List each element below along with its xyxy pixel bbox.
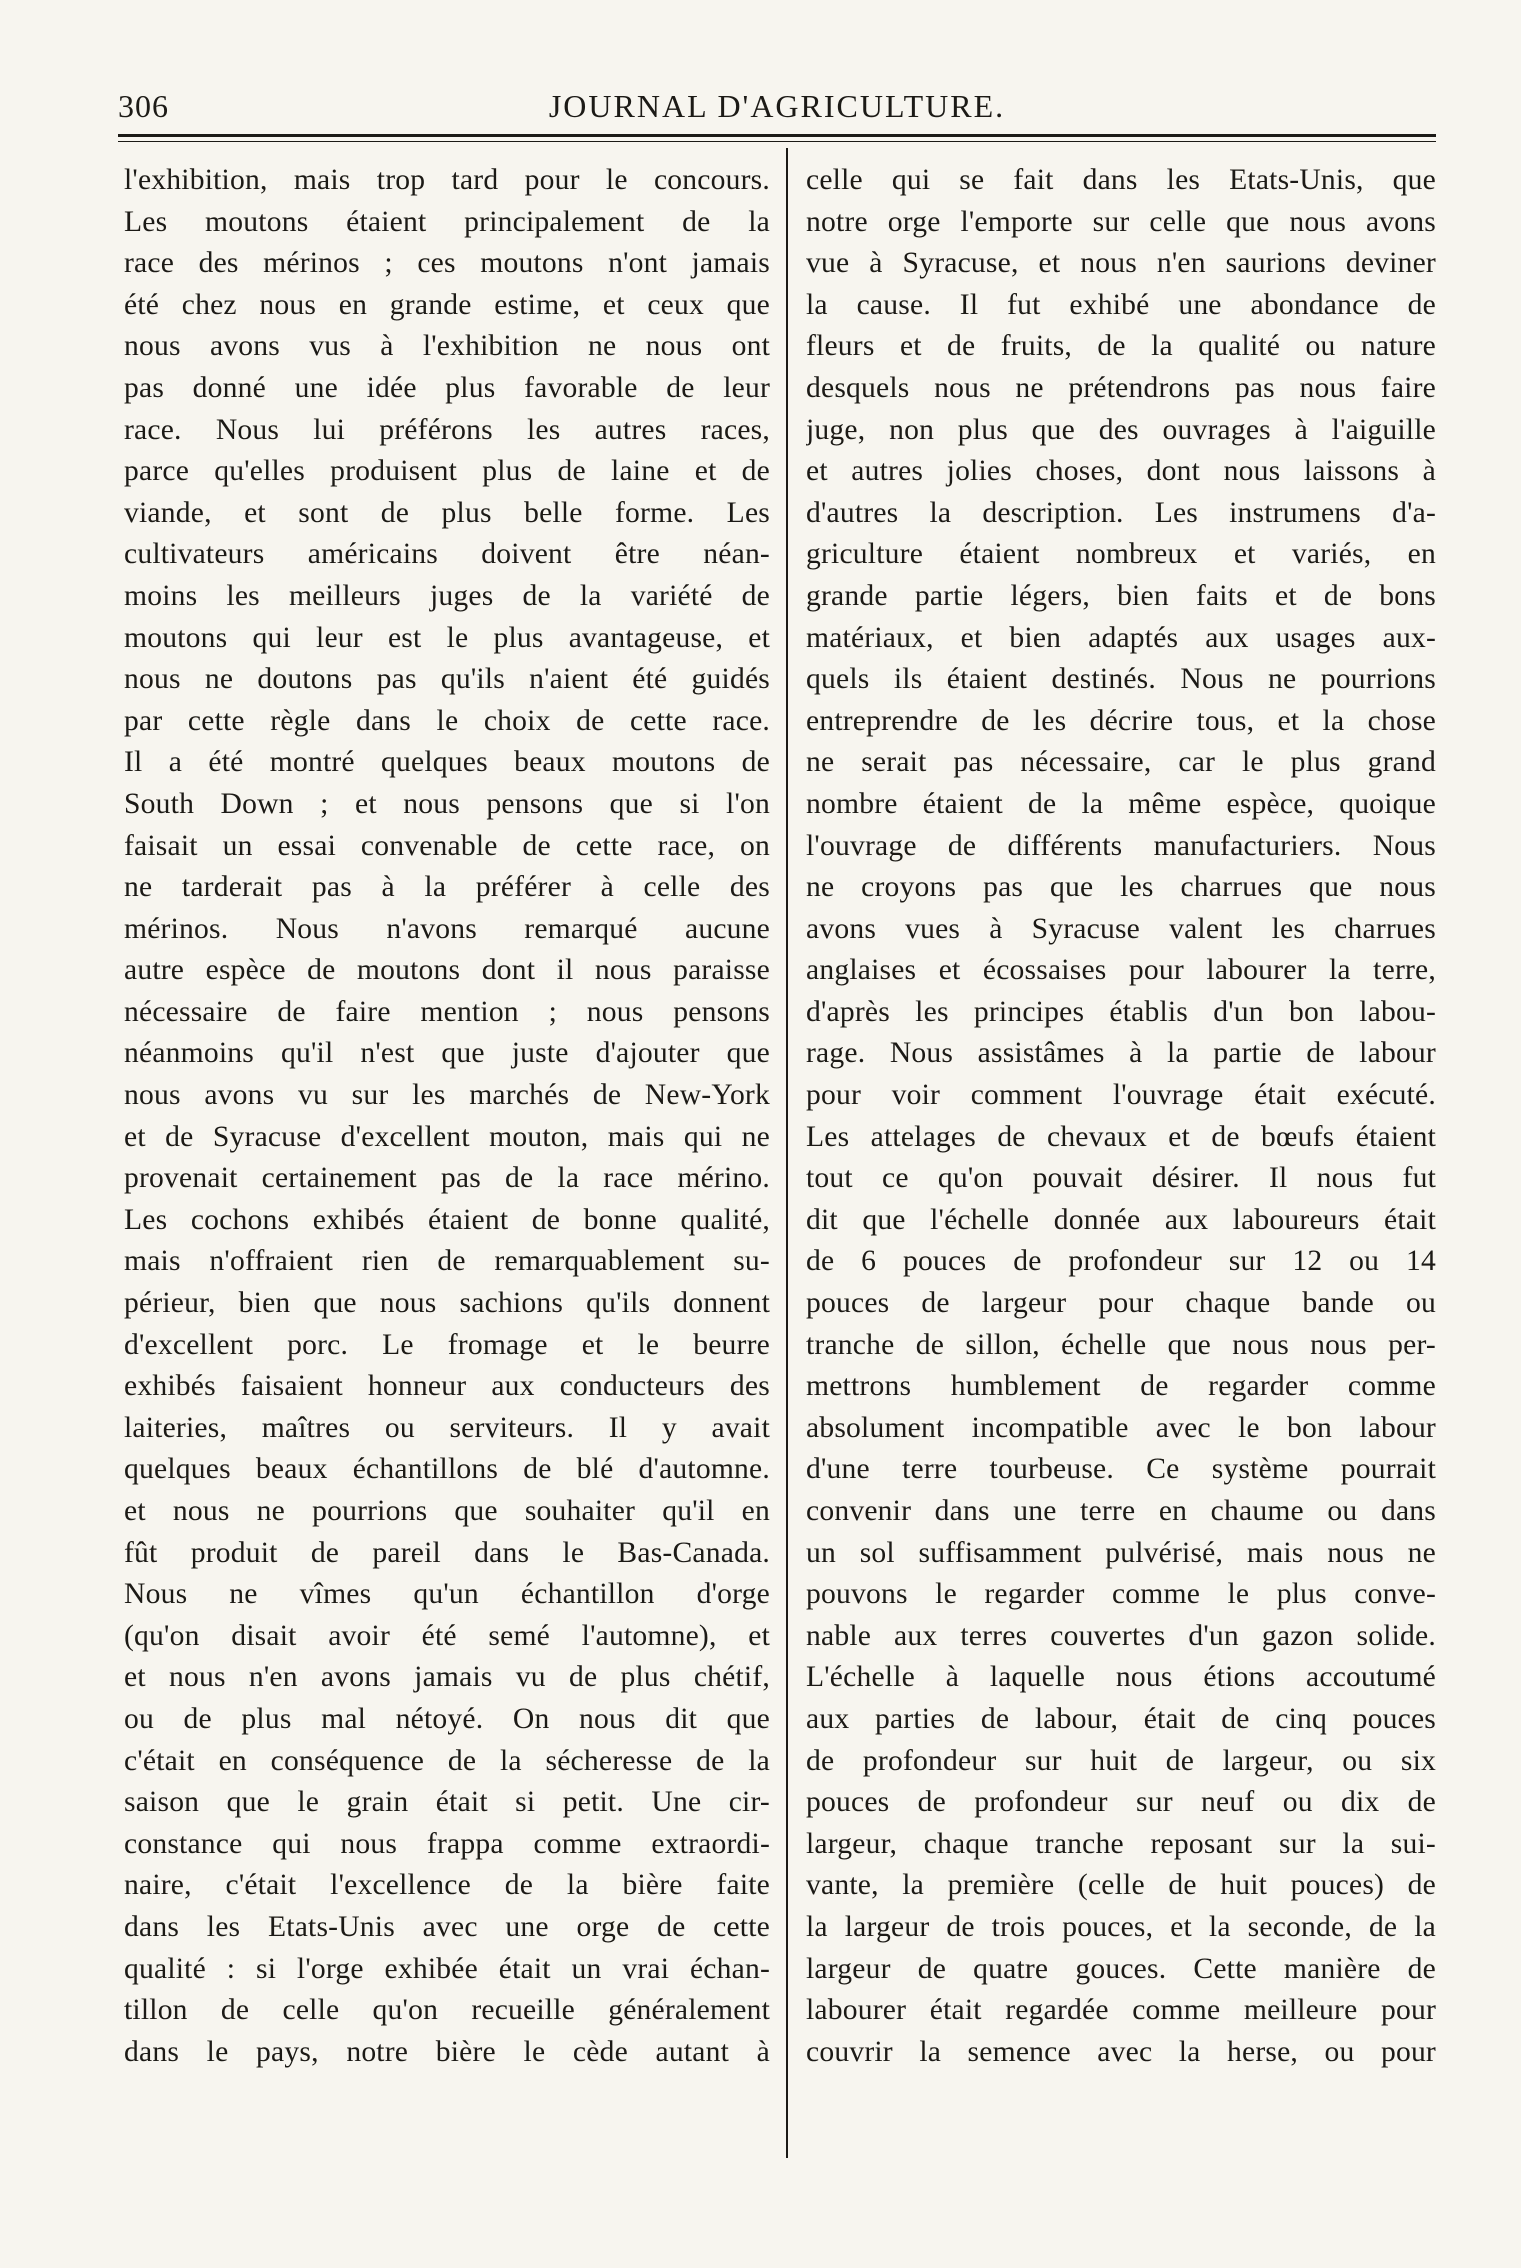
text-line: ou de plus mal nétoyé. On nous dit que — [124, 1702, 770, 1735]
text-line: exhibés faisaient honneur aux conducteurs des — [124, 1370, 770, 1403]
text-line: tillon de celle qu'on recueille généralement — [124, 1994, 770, 2027]
text-line: convenir dans une terre en chaume ou dans — [806, 1495, 1436, 1527]
text-line: moutons qui leur est le plus avantageuse, et — [124, 621, 770, 654]
text-line: tout ce qu'on pouvait désirer. Il nous fut — [806, 1162, 1436, 1195]
text-line: d'après les principes établis d'un bon labou- — [806, 995, 1436, 1028]
text-line: cultivateurs américains doivent être néan- — [124, 538, 770, 571]
text-line: dans le pays, notre bière le cède autant à — [124, 2035, 770, 2068]
text-line: Il a été montré quelques beaux moutons de — [124, 746, 770, 779]
text-line: un sol suffisamment pulvérisé, mais nous ne — [806, 1536, 1436, 1569]
text-line: Nous ne vîmes qu'un échantillon d'orge — [124, 1578, 770, 1611]
text-line: quels ils étaient destinés. Nous ne pourrions — [806, 663, 1436, 696]
text-line: fleurs et de fruits, de la qualité ou nature — [806, 330, 1436, 363]
text-line: mais n'offraient rien de remarquablement su- — [124, 1245, 770, 1278]
text-line: rage. Nous assistâmes à la partie de labour — [806, 1037, 1436, 1070]
header-rule-thick — [118, 134, 1436, 137]
text-line: nécessaire de faire mention ; nous pensons — [124, 995, 770, 1028]
running-title: JOURNAL D'AGRICULTURE. — [548, 88, 1006, 124]
text-line: vue à Syracuse, et nous n'en saurions deviner — [806, 247, 1436, 280]
text-line: anglaises et écossaises pour labourer la terre, — [806, 954, 1436, 987]
text-line: et autres jolies choses, dont nous laissons à — [806, 455, 1436, 488]
text-line: et nous ne pourrions que souhaiter qu'il en — [124, 1495, 770, 1527]
text-line: nous ne doutons pas qu'ils n'aient été guidés — [124, 663, 770, 696]
text-line: naire, c'était l'excellence de la bière faite — [124, 1869, 770, 1902]
text-line: largeur de quatre gouces. Cette manière de — [806, 1952, 1436, 1985]
text-line: juge, non plus que des ouvrages à l'aiguille — [806, 413, 1436, 446]
text-line: parce qu'elles produisent plus de laine et de — [124, 455, 770, 488]
text-line: notre orge l'emporte sur celle que nous avons — [806, 205, 1436, 238]
text-line: autre espèce de moutons dont il nous paraisse — [124, 954, 770, 987]
text-line: nable aux terres couvertes d'un gazon solide. — [806, 1619, 1436, 1652]
page-header — [118, 84, 1436, 132]
text-line: pouces de largeur pour chaque bande ou — [806, 1287, 1436, 1320]
text-line: aux parties de labour, était de cinq pouces — [806, 1702, 1436, 1735]
text-line: labourer était regardée comme meilleure pour — [806, 1994, 1436, 2027]
text-line: absolument incompatible avec le bon labour — [806, 1411, 1436, 1444]
text-line: (qu'on disait avoir été semé l'automne), et — [124, 1619, 770, 1652]
text-line: provenait certainement pas de la race mérino. — [124, 1162, 770, 1195]
text-line: grande partie légers, bien faits et de bons — [806, 579, 1436, 612]
text-line: mettrons humblement de regarder comme — [806, 1370, 1436, 1403]
text-line: pas donné une idée plus favorable de leur — [124, 371, 770, 404]
text-line: mérinos. Nous n'avons remarqué aucune — [124, 912, 770, 945]
text-line: largeur, chaque tranche reposant sur la sui- — [806, 1827, 1436, 1860]
text-line: tranche de sillon, échelle que nous nous per- — [806, 1328, 1436, 1361]
text-line: d'excellent porc. Le fromage et le beurre — [124, 1328, 770, 1361]
text-line: pouvons le regarder comme le plus conve- — [806, 1578, 1436, 1611]
text-line: desquels nous ne prétendrons pas nous faire — [806, 371, 1436, 404]
text-line: nombre étaient de la même espèce, quoique — [806, 787, 1436, 820]
text-line: race des mérinos ; ces moutons n'ont jamais — [124, 247, 770, 280]
header-rule-thin — [118, 141, 1436, 142]
text-line: périeur, bien que nous sachions qu'ils donnent — [124, 1287, 770, 1320]
column-divider — [786, 148, 788, 2158]
text-line: quelques beaux échantillons de blé d'automne. — [124, 1453, 770, 1486]
right-column — [806, 160, 1436, 2073]
text-line: vante, la première (celle de huit pouces) de — [806, 1869, 1436, 1902]
text-line: dans les Etats-Unis avec une orge de cette — [124, 1910, 770, 1943]
text-line: avons vues à Syracuse valent les charrues — [806, 912, 1436, 945]
text-line: griculture étaient nombreux et variés, en — [806, 538, 1436, 571]
text-line: nous avons vus à l'exhibition ne nous ont — [124, 330, 770, 363]
text-line: qualité : si l'orge exhibée était un vrai échan- — [124, 1952, 770, 1985]
left-column — [124, 160, 770, 2073]
text-line: Les moutons étaient principalement de la — [124, 205, 770, 238]
text-line: fût produit de pareil dans le Bas-Canada. — [124, 1536, 770, 1569]
text-line: couvrir la semence avec la herse, ou pour — [806, 2035, 1436, 2068]
text-line: Les attelages de chevaux et de bœufs étaient — [806, 1120, 1436, 1153]
text-line: constance qui nous frappa comme extraordi- — [124, 1827, 770, 1860]
text-line: nous avons vu sur les marchés de New-York — [124, 1079, 770, 1112]
text-line: d'autres la description. Les instrumens d'a- — [806, 496, 1436, 529]
text-line: pour voir comment l'ouvrage était exécuté. — [806, 1079, 1436, 1112]
text-line: ne croyons pas que les charrues que nous — [806, 871, 1436, 904]
text-line: néanmoins qu'il n'est que juste d'ajouter que — [124, 1037, 770, 1070]
text-line: c'était en conséquence de la sécheresse de la — [124, 1744, 770, 1777]
text-line: entreprendre de les décrire tous, et la chose — [806, 704, 1436, 737]
text-line: la largeur de trois pouces, et la seconde, de la — [806, 1910, 1436, 1943]
text-line: Les cochons exhibés étaient de bonne qualité, — [124, 1203, 770, 1236]
text-line: de 6 pouces de profondeur sur 12 ou 14 — [806, 1245, 1436, 1278]
text-line: d'une terre tourbeuse. Ce système pourrait — [806, 1453, 1436, 1486]
text-line: l'ouvrage de différents manufacturiers. Nous — [806, 829, 1436, 862]
text-line: ne serait pas nécessaire, car le plus grand — [806, 746, 1436, 779]
text-line: faisait un essai convenable de cette race, on — [124, 829, 770, 862]
text-line: saison que le grain était si petit. Une cir- — [124, 1786, 770, 1819]
text-line: dit que l'échelle donnée aux laboureurs était — [806, 1203, 1436, 1236]
page-number: 306 — [118, 88, 169, 124]
text-line: été chez nous en grande estime, et ceux que — [124, 288, 770, 321]
text-line: l'exhibition, mais trop tard pour le concours. — [124, 164, 770, 196]
text-line: par cette règle dans le choix de cette race. — [124, 704, 770, 737]
text-line: South Down ; et nous pensons que si l'on — [124, 787, 770, 820]
text-line: laiteries, maîtres ou serviteurs. Il y avait — [124, 1411, 770, 1444]
text-line: pouces de profondeur sur neuf ou dix de — [806, 1786, 1436, 1819]
text-line: viande, et sont de plus belle forme. Les — [124, 496, 770, 529]
text-line: et nous n'en avons jamais vu de plus chétif, — [124, 1661, 770, 1694]
text-line: ne tarderait pas à la préférer à celle des — [124, 871, 770, 904]
text-line: de profondeur sur huit de largeur, ou six — [806, 1744, 1436, 1777]
text-line: L'échelle à laquelle nous étions accoutumé — [806, 1661, 1436, 1694]
text-line: matériaux, et bien adaptés aux usages aux- — [806, 621, 1436, 654]
text-line: la cause. Il fut exhibé une abondance de — [806, 288, 1436, 321]
text-line: celle qui se fait dans les Etats-Unis, que — [806, 164, 1436, 196]
text-line: et de Syracuse d'excellent mouton, mais qui ne — [124, 1120, 770, 1153]
text-line: moins les meilleurs juges de la variété de — [124, 579, 770, 612]
text-line: race. Nous lui préférons les autres races, — [124, 413, 770, 446]
